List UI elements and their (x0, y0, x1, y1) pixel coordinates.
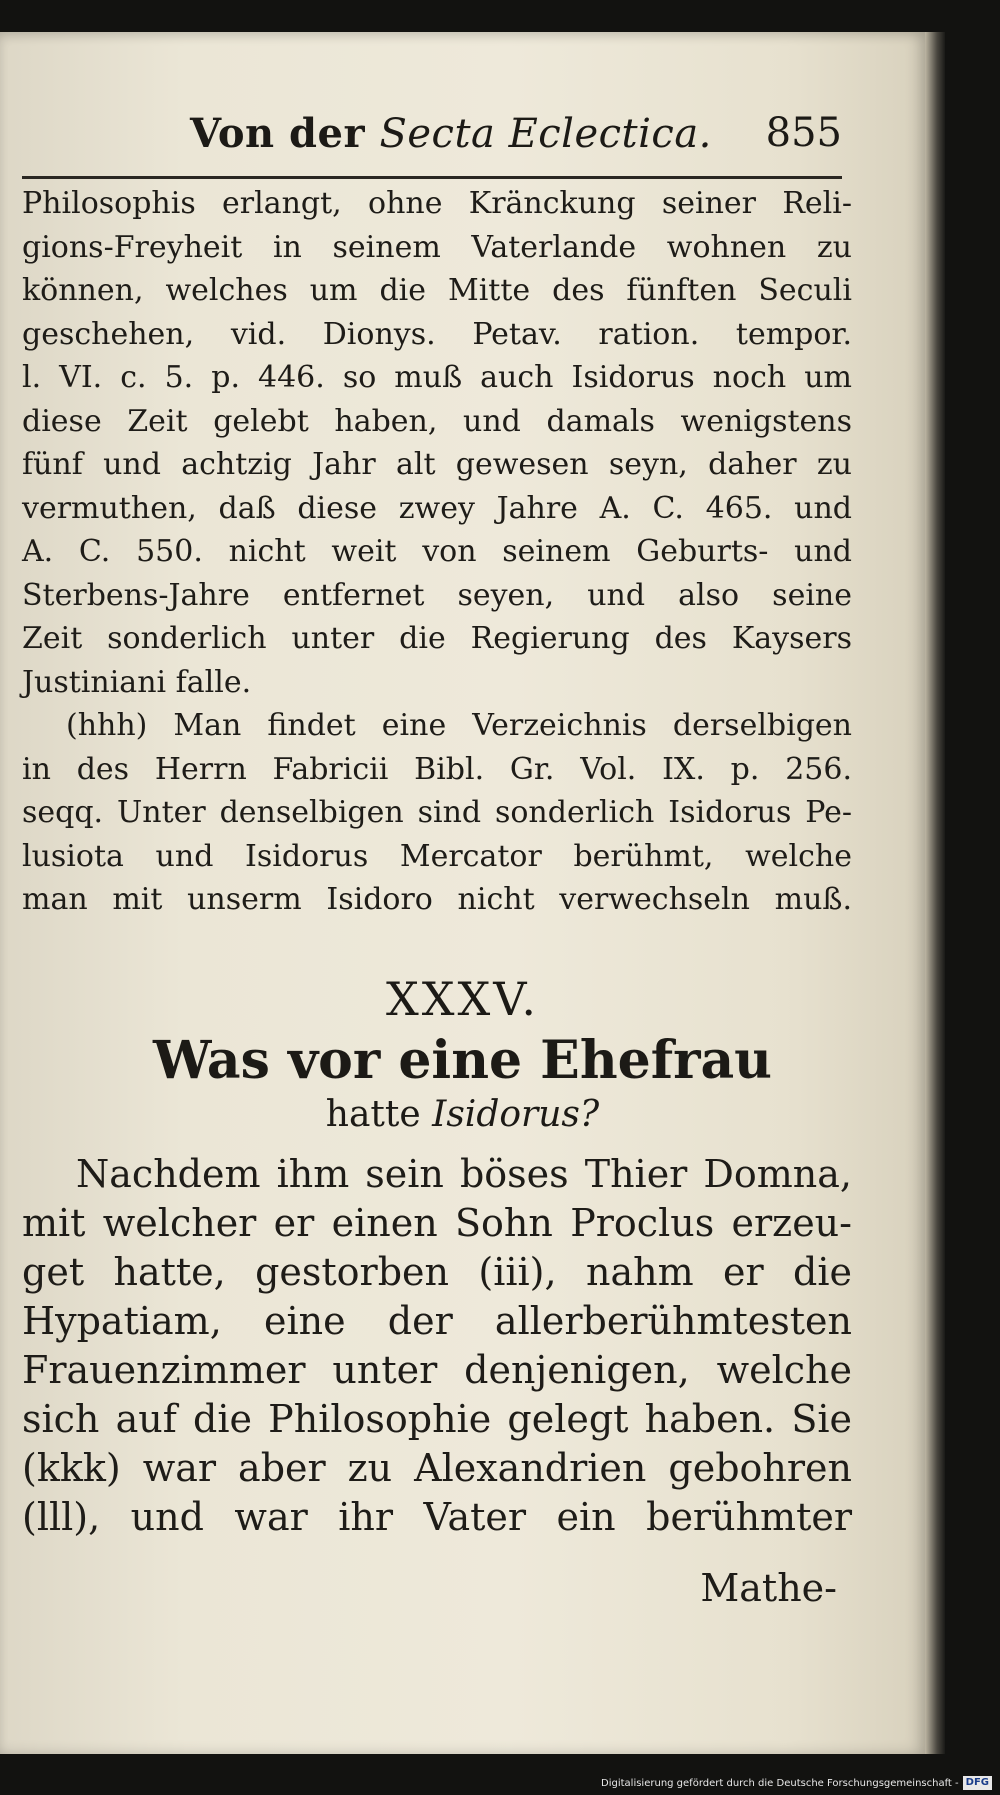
footnote-hhh-line: seqq. Unter denselbigen sind sonderlich Isidorus Pe- (22, 795, 852, 830)
footnote-line: Sterbens-Jahre entfernet seyen, und also seine (22, 577, 852, 613)
footnote-hhh-line: in des Herrn Fabricii Bibl. Gr. Vol. IX. p. 256. (22, 751, 852, 787)
footnote-line: vermuthen, daß diese zwey Jahre A. C. 465. und (22, 490, 852, 526)
chapter-subtitle-name: Isidorus? (432, 1094, 600, 1135)
footnote-line: können, welches um die Mitte des fünften Seculi (22, 273, 852, 308)
page-header (30, 110, 850, 170)
page-edge-shadow (925, 32, 945, 1754)
body-line: (lll), und war ihr Vater ein berühmter (22, 1495, 852, 1539)
footnote-line: Zeit sonderlich unter die Regierung des Kaysers (22, 621, 852, 656)
body-line: mit welcher er einen Sohn Proclus erzeu- (22, 1201, 852, 1245)
dfg-logo: DFG (963, 1776, 992, 1790)
footnote-line: Justiniani falle. (22, 664, 252, 700)
footnote-line: gions-Freyheit in seinem Vaterlande wohnen zu (22, 229, 852, 265)
running-title (190, 110, 712, 157)
body-line: sich auf die Philosophie gelegt haben. Sie (22, 1397, 852, 1441)
footnote-line: diese Zeit gelebt haben, und damals wenigstens (22, 403, 852, 439)
paper-page (0, 32, 925, 1754)
page-number: 855 (765, 110, 842, 156)
chapter-title: Was vor eine Ehefrau (153, 1030, 772, 1091)
body-line: Nachdem ihm sein böses Thier Domna, (76, 1152, 852, 1196)
catchword: Mathe- (700, 1566, 837, 1610)
footnote-line: l. VI. c. 5. p. 446. so muß auch Isidorus noch um (22, 360, 852, 395)
funding-notice: Digitalisierung gefördert durch die Deutsche Forschungsgemeinschaft - (601, 1777, 959, 1789)
footnote-line: Philosophis erlangt, ohne Kränckung seiner Reli- (22, 186, 852, 221)
footnote-hhh-line: lusiota und Isidorus Mercator berühmt, welche (22, 838, 852, 874)
body-line: get hatte, gestorben (iii), nahm er die (22, 1250, 852, 1294)
running-title-latin: Secta Eclectica. (379, 111, 712, 157)
chapter-subtitle-prefix: hatte (325, 1094, 433, 1135)
footnote-line: A. C. 550. nicht weit von seinem Geburts- und (22, 534, 852, 569)
footnote-hhh-line: (hhh) Man findet eine Verzeichnis derselbigen (66, 708, 852, 743)
body-line: (kkk) war aber zu Alexandrien gebohren (22, 1446, 852, 1490)
footnote-block (22, 182, 852, 922)
header-rule (22, 176, 842, 179)
funding-banner (601, 1775, 992, 1791)
body-line: Frauenzimmer unter denjenigen, welche (22, 1348, 852, 1392)
body-paragraph (22, 1150, 852, 1542)
chapter-subtitle (0, 1094, 925, 1135)
running-title-german: Von der (190, 110, 380, 157)
footnote-hhh-line: man mit unserm Isidoro nicht verwechseln muß. (22, 882, 852, 917)
chapter-number: XXXV. (385, 972, 540, 1026)
footnote-line: geschehen, vid. Dionys. Petav. ration. tempor. (22, 316, 852, 352)
body-line: Hypatiam, eine der allerberühmtesten (22, 1299, 852, 1343)
footnote-line: fünf und achtzig Jahr alt gewesen seyn, daher zu (22, 447, 852, 482)
